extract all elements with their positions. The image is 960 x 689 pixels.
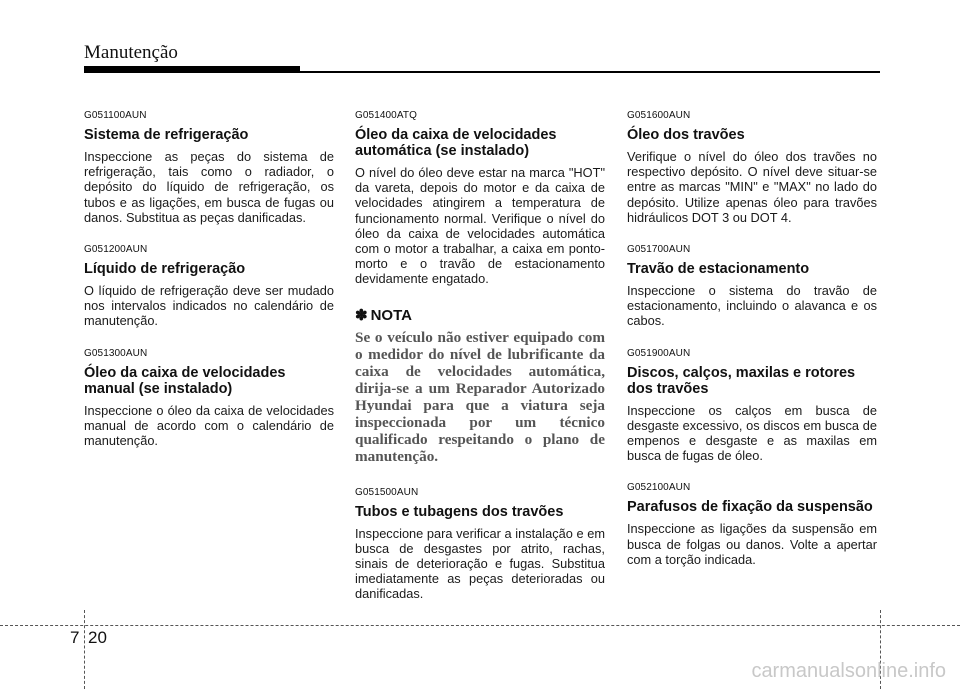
section-text: Inspeccione para verificar a instalação e em busca de desgastes por atrito, rachas, sinais de deterioração e fugas. Substitua imediatamente as peças deterioradas ou danificadas.	[355, 525, 605, 602]
section-code: G051700AUN	[627, 244, 691, 256]
section-code: G051500AUN	[355, 486, 419, 498]
note-box	[355, 306, 605, 465]
column-3	[627, 110, 877, 586]
section-brake-discs	[627, 348, 877, 464]
section-code: G051100AUN	[84, 110, 147, 121]
note-title	[355, 306, 605, 324]
section-brake-fluid	[627, 110, 877, 225]
section-text: O nível do óleo deve estar na marca "HOT" da vareta, depois do motor e da caixa de velocidades atingirem a temperatura de funcionamento normal. Verifique o nível do óleo da caixa de velocidades automática com o motor a trabalhar, a caixa em ponto-morto e o travão de estacionamento devidamente engatado.	[355, 165, 605, 287]
section-code: G052100AUN	[627, 482, 691, 494]
section-heading: Parafusos de fixação da suspensão	[627, 499, 873, 516]
footer-rule	[0, 625, 960, 626]
section-text: Inspeccione as peças do sistema de refrigeração, tais como o radiador, o depósito do líquido de refrigeração, os tubos e as ligações, em busca de fugas ou danos. Substitua as peças danificadas.	[84, 149, 334, 225]
section-code: G051300AUN	[84, 347, 148, 359]
section-text: Inspeccione as ligações da suspensão em busca de folgas ou danos. Volte a apertar com a torção indicada.	[627, 521, 877, 567]
section-heading: Óleo da caixa de velocidades manual (se instalado)	[84, 364, 286, 397]
section-coolant	[84, 244, 334, 329]
section-suspension-bolts	[627, 482, 877, 567]
column-1	[84, 110, 334, 467]
section-heading: Líquido de refrigeração	[84, 261, 246, 278]
section-code: G051200AUN	[84, 244, 148, 256]
column-2	[355, 110, 605, 621]
section-heading: Óleo dos travões	[627, 127, 745, 143]
section-heading: Travão de estacionamento	[627, 261, 810, 278]
section-parking-brake	[627, 244, 877, 329]
section-text: O líquido de refrigeração deve ser mudado nos intervalos indicados no calendário de manutenção.	[84, 283, 334, 329]
section-cooling-system	[84, 110, 334, 225]
note-text: Se o veículo não estiver equipado com o medidor do nível de lubrificante da caixa de velocidades automática, dirija-se a um Reparador Autorizado Hyundai para que a viatura seja inspeccionada por um técnico qualificado respeitando o plano de manutenção.	[355, 328, 605, 465]
header-rule	[300, 71, 880, 73]
section-heading: Sistema de refrigeração	[84, 127, 249, 143]
section-text: Inspeccione o sistema do travão de estacionamento, incluindo o alavanca e os cabos.	[627, 283, 877, 329]
watermark: carmanualsonline.info	[751, 660, 946, 682]
page-number: 20	[88, 628, 107, 647]
section-automatic-transmission-oil	[355, 110, 605, 287]
note-title-text: NOTA	[370, 306, 412, 324]
note-star-icon: ✽	[355, 306, 368, 324]
section-heading: Tubos e tubagens dos travões	[355, 503, 564, 520]
section-code: G051600AUN	[627, 110, 691, 121]
section-text: Inspeccione o óleo da caixa de velocidades manual de acordo com o calendário de manutenção.	[84, 402, 334, 449]
section-heading: Óleo da caixa de velocidades automática (se instalado)	[355, 127, 557, 159]
section-code: G051400ATQ	[355, 110, 417, 121]
section-manual-transmission-oil	[84, 348, 334, 449]
section-heading: Discos, calços, maxilas e rotores dos travões	[627, 364, 856, 397]
section-text: Inspeccione os calços em busca de desgaste excessivo, os discos em busca de empenos e desgaste e as maxilas em busca de fugas de óleo.	[627, 402, 877, 464]
header-bar	[84, 66, 300, 73]
section-brake-lines	[355, 487, 605, 602]
footer-divider-left	[84, 610, 85, 689]
page-header-title: Manutenção	[84, 42, 178, 63]
section-text: Verifique o nível do óleo dos travões no respectivo depósito. O nível deve situar-se entre as marcas "MIN" e "MAX" no lado do depósito. Utilize apenas óleo para travões hidráulicos DOT 3 ou DOT 4.	[627, 149, 877, 225]
chapter-number: 7	[70, 628, 80, 647]
section-code: G051900AUN	[627, 347, 691, 359]
